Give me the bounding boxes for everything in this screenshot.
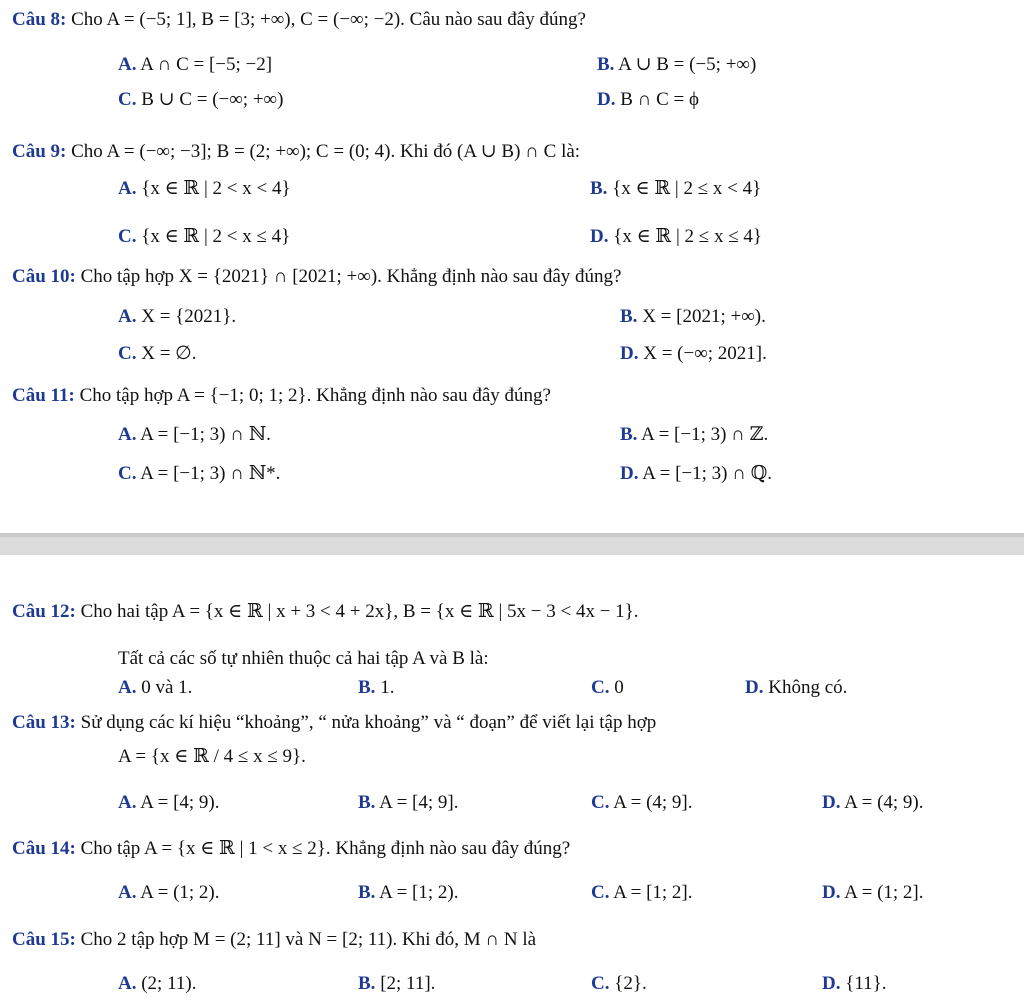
option-label: C.	[591, 792, 610, 813]
question-13	[12, 711, 656, 735]
question-text: Cho hai tập A = {x ∈ ℝ | x + 3 < 4 + 2x}, B = {x ∈ ℝ | 5x − 3 < 4x − 1}.	[80, 601, 639, 622]
option-label: D.	[597, 89, 616, 110]
option-label: D.	[822, 973, 841, 994]
option-text: (2; 11).	[141, 973, 197, 994]
option-text: X = ∅.	[141, 343, 197, 364]
option-text: X = {2021}.	[141, 306, 237, 327]
option-text: A = [−1; 3) ∩ ℕ.	[140, 424, 271, 445]
option-text: A = [4; 9].	[379, 792, 459, 813]
question-label: Câu 8:	[12, 9, 67, 30]
option-a	[118, 881, 220, 905]
question-subtext: A = {x ∈ ℝ / 4 ≤ x ≤ 9}.	[118, 746, 306, 767]
option-label: A.	[118, 424, 137, 445]
option-text: 0 và 1.	[141, 677, 193, 698]
option-b	[358, 972, 435, 996]
option-a	[118, 972, 196, 996]
question-14	[12, 837, 570, 861]
option-label: C.	[591, 973, 610, 994]
option-b	[620, 305, 766, 329]
option-text: A = (1; 2].	[844, 882, 924, 903]
option-d	[590, 225, 762, 249]
option-label: D.	[745, 677, 764, 698]
option-a	[118, 177, 291, 201]
option-label: B.	[590, 178, 608, 199]
option-text: A ∩ C = [−5; −2]	[140, 54, 273, 75]
option-a	[118, 791, 220, 815]
option-text: A = (1; 2).	[140, 882, 220, 903]
option-text: B ∪ C = (−∞; +∞)	[141, 89, 284, 110]
option-label: C.	[591, 677, 610, 698]
option-label: A.	[118, 792, 137, 813]
option-text: B ∩ C = ϕ	[620, 89, 700, 110]
option-label: C.	[118, 463, 137, 484]
question-8	[12, 8, 586, 32]
question-text: Cho A = (−5; 1], B = [3; +∞), C = (−∞; −2). Câu nào sau đây đúng?	[71, 9, 586, 30]
option-b	[358, 881, 458, 905]
option-text: A = [4; 9).	[140, 792, 220, 813]
option-text: A = [−1; 3) ∩ ℚ.	[642, 463, 772, 484]
option-label: D.	[822, 792, 841, 813]
option-text: A = [−1; 3) ∩ ℤ.	[641, 424, 769, 445]
option-label: B.	[620, 424, 638, 445]
option-label: D.	[620, 343, 639, 364]
question-text: Cho 2 tập hợp M = (2; 11] và N = [2; 11). Khi đó, M ∩ N là	[80, 929, 537, 950]
option-label: A.	[118, 54, 137, 75]
option-c	[591, 676, 624, 700]
option-text: A = [1; 2).	[379, 882, 459, 903]
option-d	[620, 462, 772, 486]
option-label: A.	[118, 178, 137, 199]
question-9	[12, 140, 580, 164]
option-text: Không có.	[768, 677, 848, 698]
option-label: B.	[358, 882, 376, 903]
question-text: Cho A = (−∞; −3]; B = (2; +∞); C = (0; 4). Khi đó (A ∪ B) ∩ C là:	[71, 141, 581, 162]
question-label: Câu 14:	[12, 838, 76, 859]
option-c	[118, 88, 283, 112]
question-text: Cho tập hợp X = {2021} ∩ [2021; +∞). Khẳng định nào sau đây đúng?	[80, 266, 622, 287]
option-d	[822, 791, 924, 815]
option-label: C.	[118, 343, 137, 364]
question-label: Câu 13:	[12, 712, 76, 733]
option-text: A = [−1; 3) ∩ ℕ*.	[140, 463, 281, 484]
option-b	[358, 791, 458, 815]
question-12	[12, 600, 639, 624]
option-text: {x ∈ ℝ | 2 < x < 4}	[141, 178, 291, 199]
option-text: {x ∈ ℝ | 2 ≤ x < 4}	[612, 178, 762, 199]
option-label: B.	[358, 677, 376, 698]
question-label: Câu 11:	[12, 385, 75, 406]
option-text: 0	[614, 677, 624, 698]
question-11	[12, 384, 551, 408]
option-text: A = [1; 2].	[613, 882, 693, 903]
question-10	[12, 265, 621, 289]
option-a	[118, 305, 236, 329]
option-b	[590, 177, 761, 201]
option-c	[118, 342, 196, 366]
option-label: A.	[118, 882, 137, 903]
question-label: Câu 10:	[12, 266, 76, 287]
option-a	[118, 423, 271, 447]
option-text: {11}.	[845, 973, 887, 994]
option-d	[597, 88, 699, 112]
option-label: D.	[620, 463, 639, 484]
option-label: A.	[118, 677, 137, 698]
option-c	[591, 972, 647, 996]
option-c	[118, 462, 280, 486]
option-text: {x ∈ ℝ | 2 ≤ x ≤ 4}	[613, 226, 762, 247]
option-label: B.	[620, 306, 638, 327]
question-text: Cho tập hợp A = {−1; 0; 1; 2}. Khẳng định nào sau đây đúng?	[79, 385, 551, 406]
option-label: D.	[822, 882, 841, 903]
option-text: X = (−∞; 2021].	[643, 343, 767, 364]
option-text: [2; 11].	[380, 973, 436, 994]
option-label: B.	[358, 792, 376, 813]
option-label: A.	[118, 973, 137, 994]
option-d	[822, 881, 924, 905]
option-c	[591, 881, 693, 905]
option-label: B.	[358, 973, 376, 994]
option-d	[745, 676, 847, 700]
option-label: C.	[591, 882, 610, 903]
option-a	[118, 676, 192, 700]
option-c	[591, 791, 693, 815]
option-text: {2}.	[614, 973, 647, 994]
option-b	[597, 53, 756, 77]
option-b	[358, 676, 394, 700]
option-a	[118, 53, 272, 77]
option-text: 1.	[380, 677, 395, 698]
question-subtext: Tất cả các số tự nhiên thuộc cả hai tập A và B là:	[118, 648, 489, 669]
option-b	[620, 423, 768, 447]
option-text: A = (4; 9].	[613, 792, 693, 813]
question-label: Câu 12:	[12, 601, 76, 622]
option-label: C.	[118, 89, 137, 110]
option-text: A ∪ B = (−5; +∞)	[618, 54, 757, 75]
question-15	[12, 928, 536, 952]
question-label: Câu 9:	[12, 141, 67, 162]
option-text: {x ∈ ℝ | 2 < x ≤ 4}	[141, 226, 291, 247]
option-d	[620, 342, 767, 366]
question-text: Sử dụng các kí hiệu “khoảng”, “ nửa khoảng” và “ đoạn” để viết lại tập hợp	[80, 712, 657, 733]
option-label: A.	[118, 306, 137, 327]
option-label: B.	[597, 54, 615, 75]
question-text: Cho tập A = {x ∈ ℝ | 1 < x ≤ 2}. Khẳng định nào sau đây đúng?	[80, 838, 571, 859]
page-separator	[0, 533, 1024, 555]
option-c	[118, 225, 290, 249]
option-label: D.	[590, 226, 609, 247]
question-label: Câu 15:	[12, 929, 76, 950]
option-label: C.	[118, 226, 137, 247]
option-d	[822, 972, 887, 996]
option-text: A = (4; 9).	[844, 792, 924, 813]
option-text: X = [2021; +∞).	[642, 306, 766, 327]
